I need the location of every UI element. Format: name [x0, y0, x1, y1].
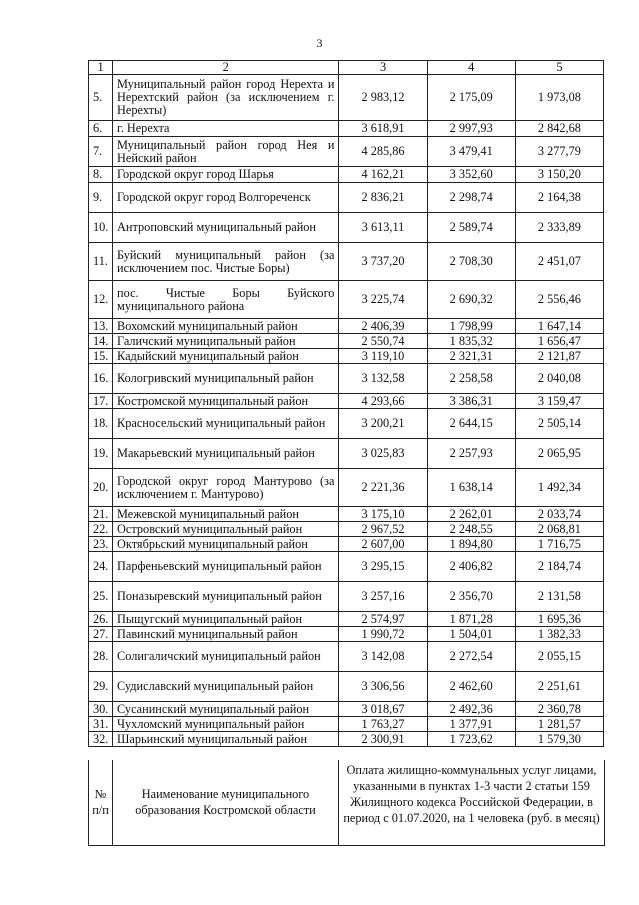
- value-col3: 3 257,16: [339, 582, 427, 612]
- value-col5: 1 695,36: [515, 612, 603, 627]
- value-col4: 1 377,91: [427, 717, 515, 732]
- row-number: 30.: [89, 702, 113, 717]
- district-name: Красносельский муниципальный район: [113, 409, 339, 439]
- value-col5: 2 842,68: [515, 121, 603, 137]
- district-name: Муниципальный район город Нерехта и Нерехтский район (за исключением г. Нерехты): [113, 75, 339, 121]
- row-number: 8.: [89, 167, 113, 183]
- table-row: [89, 439, 604, 469]
- value-col3: 2 967,52: [339, 522, 427, 537]
- value-col3: 2 300,91: [339, 732, 427, 747]
- row-number: 28.: [89, 642, 113, 672]
- row-number: 13.: [89, 319, 113, 334]
- district-name: Муниципальный район город Нея и Нейский район: [113, 137, 339, 167]
- value-col3: 3 132,58: [339, 364, 427, 394]
- table-row: [89, 702, 604, 717]
- table-row: [89, 469, 604, 507]
- district-name: Солигаличский муниципальный район: [113, 642, 339, 672]
- table-row: [89, 349, 604, 364]
- value-col3: 3 175,10: [339, 507, 427, 522]
- value-col3: 2 607,00: [339, 537, 427, 552]
- value-col5: 2 033,74: [515, 507, 603, 522]
- column-number: 1: [89, 61, 113, 75]
- value-col3: 3 618,91: [339, 121, 427, 137]
- value-col5: 2 360,78: [515, 702, 603, 717]
- value-col5: 2 121,87: [515, 349, 603, 364]
- row-number: 17.: [89, 394, 113, 409]
- value-col4: 2 272,54: [427, 642, 515, 672]
- value-col3: 3 306,56: [339, 672, 427, 702]
- value-col4: 2 257,93: [427, 439, 515, 469]
- district-name: Межевской муниципальный район: [113, 507, 339, 522]
- value-col5: 2 040,08: [515, 364, 603, 394]
- row-number: 20.: [89, 469, 113, 507]
- table-row: [89, 582, 604, 612]
- value-col4: 3 479,41: [427, 137, 515, 167]
- row-number: 27.: [89, 627, 113, 642]
- value-col3: 3 613,11: [339, 213, 427, 243]
- value-col3: 3 025,83: [339, 439, 427, 469]
- district-name: г. Нерехта: [113, 121, 339, 137]
- value-col3: 1 990,72: [339, 627, 427, 642]
- column-number: 3: [339, 61, 427, 75]
- value-col4: 2 492,36: [427, 702, 515, 717]
- value-col5: 1 382,33: [515, 627, 603, 642]
- row-number: 5.: [89, 75, 113, 121]
- table-row: [89, 537, 604, 552]
- row-number: 18.: [89, 409, 113, 439]
- table-row: [89, 507, 604, 522]
- value-col4: 2 589,74: [427, 213, 515, 243]
- value-col4: 1 723,62: [427, 732, 515, 747]
- district-name: Буйский муниципальный район (за исключением пос. Чистые Боры): [113, 243, 339, 281]
- column-numbers-row: [89, 61, 604, 75]
- name-header: Наименование муниципального образования Костромской области: [113, 760, 339, 845]
- district-name: Кологривский муниципальный район: [113, 364, 339, 394]
- row-number: 21.: [89, 507, 113, 522]
- value-col4: 2 690,32: [427, 281, 515, 319]
- district-name: Городской округ город Мантурово (за исключением г. Мантурово): [113, 469, 339, 507]
- value-col4: 1 798,99: [427, 319, 515, 334]
- table-row: [89, 167, 604, 183]
- row-number: 32.: [89, 732, 113, 747]
- row-number: 12.: [89, 281, 113, 319]
- payment-header: Оплата жилищно-коммунальных услуг лицами, указанными в пунктах 1-3 части 2 статьи 159 Жилищного кодекса Российской Федерации, в период с 01.07.2020, на 1 человека (руб. в месяц): [339, 760, 605, 845]
- table-row: [89, 717, 604, 732]
- table-row: [89, 137, 604, 167]
- page-number: 3: [316, 36, 323, 50]
- table-row: [89, 334, 604, 349]
- value-col5: 1 647,14: [515, 319, 603, 334]
- table-row: [89, 243, 604, 281]
- row-number: 6.: [89, 121, 113, 137]
- value-col3: 3 200,21: [339, 409, 427, 439]
- table-row: [89, 409, 604, 439]
- table-row: [89, 213, 604, 243]
- value-col3: 4 285,86: [339, 137, 427, 167]
- value-col4: 2 356,70: [427, 582, 515, 612]
- value-col5: 2 451,07: [515, 243, 603, 281]
- row-number: 24.: [89, 552, 113, 582]
- value-col4: 2 321,31: [427, 349, 515, 364]
- subsidy-table: [88, 60, 604, 747]
- district-name: Шарьинский муниципальный район: [113, 732, 339, 747]
- value-col4: 2 298,74: [427, 183, 515, 213]
- column-number: 5: [515, 61, 603, 75]
- value-col5: 2 164,38: [515, 183, 603, 213]
- table-row: [89, 732, 604, 747]
- district-name: Макарьевский муниципальный район: [113, 439, 339, 469]
- table-row: [89, 183, 604, 213]
- value-col4: 2 248,55: [427, 522, 515, 537]
- value-col3: 3 737,20: [339, 243, 427, 281]
- value-col5: 3 159,47: [515, 394, 603, 409]
- table-row: [89, 121, 604, 137]
- value-col4: 3 352,60: [427, 167, 515, 183]
- district-name: Вохомский муниципальный район: [113, 319, 339, 334]
- table-row: [89, 612, 604, 627]
- value-col5: 1 656,47: [515, 334, 603, 349]
- district-name: Октябрьский муниципальный район: [113, 537, 339, 552]
- value-col3: 4 293,66: [339, 394, 427, 409]
- table-row: [89, 522, 604, 537]
- district-name: Городской округ город Волгореченск: [113, 183, 339, 213]
- table-row: [89, 627, 604, 642]
- row-number: 22.: [89, 522, 113, 537]
- value-col3: 2 221,36: [339, 469, 427, 507]
- value-col3: 2 406,39: [339, 319, 427, 334]
- district-name: Сусанинский муниципальный район: [113, 702, 339, 717]
- value-col5: 2 556,46: [515, 281, 603, 319]
- table-row: [89, 672, 604, 702]
- value-col5: 2 333,89: [515, 213, 603, 243]
- district-name: Судиславский муниципальный район: [113, 672, 339, 702]
- num-header: № п/п: [89, 760, 113, 845]
- value-col5: 1 492,34: [515, 469, 603, 507]
- district-name: Островский муниципальный район: [113, 522, 339, 537]
- value-col4: 2 175,09: [427, 75, 515, 121]
- row-number: 7.: [89, 137, 113, 167]
- value-col4: 2 258,58: [427, 364, 515, 394]
- value-col5: 2 251,61: [515, 672, 603, 702]
- value-col4: 2 406,82: [427, 552, 515, 582]
- district-name: Костромской муниципальный район: [113, 394, 339, 409]
- value-col5: 2 068,81: [515, 522, 603, 537]
- value-col3: 1 763,27: [339, 717, 427, 732]
- district-name: Антроповский муниципальный район: [113, 213, 339, 243]
- row-number: 15.: [89, 349, 113, 364]
- value-col3: 2 574,97: [339, 612, 427, 627]
- district-name: Парфеньевский муниципальный район: [113, 552, 339, 582]
- district-name: пос. Чистые Боры Буйского муниципального района: [113, 281, 339, 319]
- table-row: [89, 364, 604, 394]
- table-header-footer: [88, 760, 605, 846]
- row-number: 10.: [89, 213, 113, 243]
- district-name: Павинский муниципальный район: [113, 627, 339, 642]
- table-row: [89, 394, 604, 409]
- district-name: Городской округ город Шарья: [113, 167, 339, 183]
- district-name: Пыщугский муниципальный район: [113, 612, 339, 627]
- value-col5: 3 277,79: [515, 137, 603, 167]
- value-col4: 2 262,01: [427, 507, 515, 522]
- district-name: Галичский муниципальный район: [113, 334, 339, 349]
- table-row: [89, 552, 604, 582]
- value-col4: 2 462,60: [427, 672, 515, 702]
- row-number: 31.: [89, 717, 113, 732]
- row-number: 29.: [89, 672, 113, 702]
- value-col4: 1 871,28: [427, 612, 515, 627]
- value-col5: 1 579,30: [515, 732, 603, 747]
- row-number: 23.: [89, 537, 113, 552]
- value-col3: 3 142,08: [339, 642, 427, 672]
- value-col3: 3 295,15: [339, 552, 427, 582]
- row-number: 11.: [89, 243, 113, 281]
- district-name: Поназыревский муниципальный район: [113, 582, 339, 612]
- row-number: 26.: [89, 612, 113, 627]
- value-col5: 1 973,08: [515, 75, 603, 121]
- table-row: [89, 281, 604, 319]
- value-col3: 2 983,12: [339, 75, 427, 121]
- value-col5: 2 184,74: [515, 552, 603, 582]
- value-col3: 3 018,67: [339, 702, 427, 717]
- value-col4: 1 504,01: [427, 627, 515, 642]
- value-col5: 3 150,20: [515, 167, 603, 183]
- row-number: 9.: [89, 183, 113, 213]
- table-row: [89, 75, 604, 121]
- value-col4: 3 386,31: [427, 394, 515, 409]
- value-col3: 2 836,21: [339, 183, 427, 213]
- value-col3: 3 119,10: [339, 349, 427, 364]
- value-col5: 1 716,75: [515, 537, 603, 552]
- value-col4: 2 708,30: [427, 243, 515, 281]
- value-col3: 2 550,74: [339, 334, 427, 349]
- row-number: 14.: [89, 334, 113, 349]
- value-col5: 1 281,57: [515, 717, 603, 732]
- column-number: 2: [113, 61, 339, 75]
- value-col4: 1 894,80: [427, 537, 515, 552]
- row-number: 25.: [89, 582, 113, 612]
- value-col3: 3 225,74: [339, 281, 427, 319]
- value-col4: 1 638,14: [427, 469, 515, 507]
- value-col4: 2 644,15: [427, 409, 515, 439]
- district-name: Кадыйский муниципальный район: [113, 349, 339, 364]
- row-number: 19.: [89, 439, 113, 469]
- value-col4: 1 835,32: [427, 334, 515, 349]
- value-col4: 2 997,93: [427, 121, 515, 137]
- table-row: [89, 642, 604, 672]
- value-col5: 2 065,95: [515, 439, 603, 469]
- column-number: 4: [427, 61, 515, 75]
- value-col5: 2 131,58: [515, 582, 603, 612]
- value-col3: 4 162,21: [339, 167, 427, 183]
- district-name: Чухломский муниципальный район: [113, 717, 339, 732]
- value-col5: 2 055,15: [515, 642, 603, 672]
- table-row: [89, 319, 604, 334]
- value-col5: 2 505,14: [515, 409, 603, 439]
- row-number: 16.: [89, 364, 113, 394]
